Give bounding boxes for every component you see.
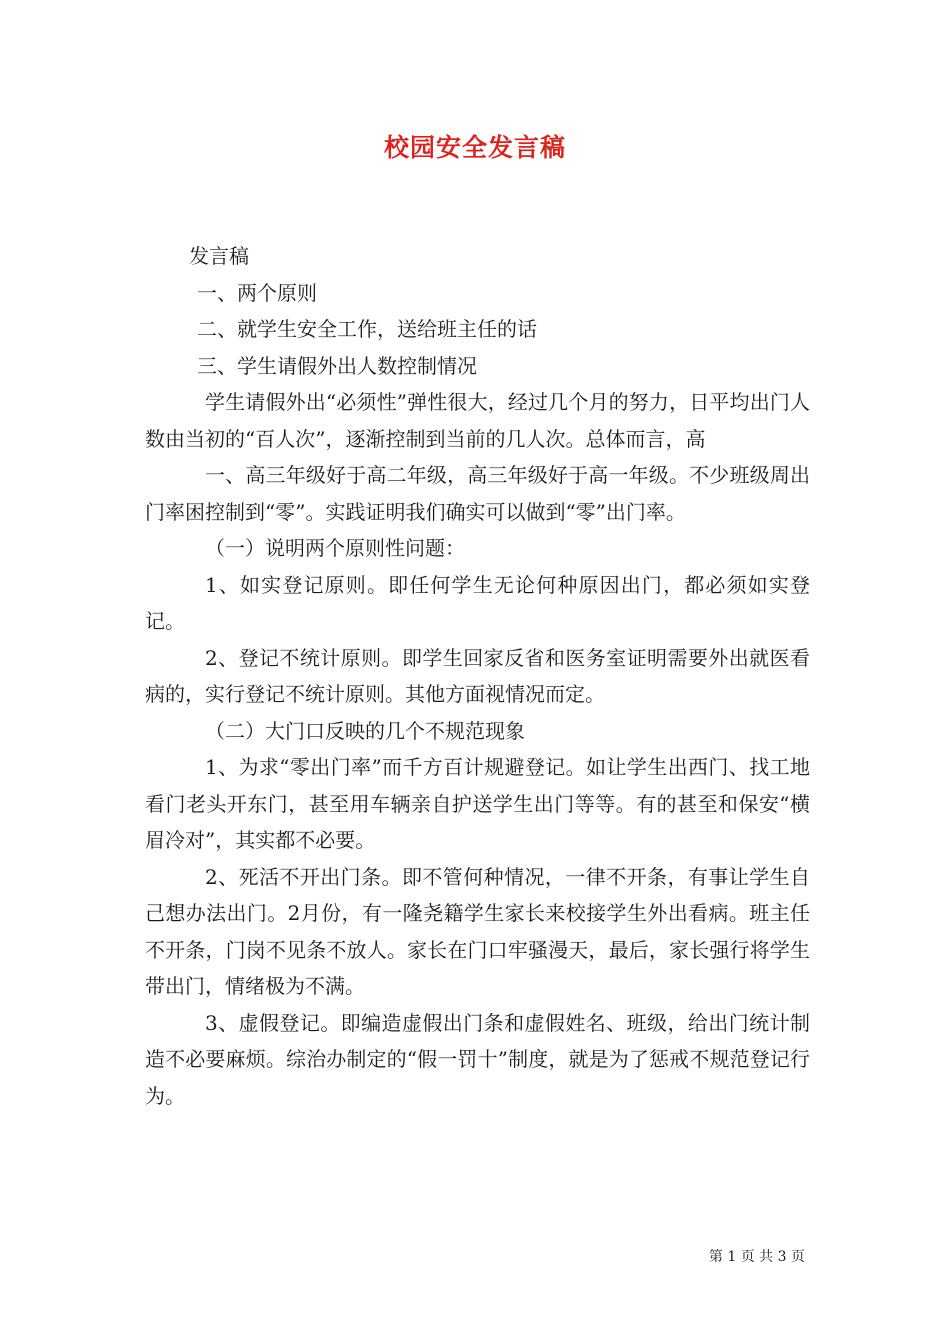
page-number-footer: 第 1 页 共 3 页 [708,1249,805,1265]
paragraph-speech-label: 发言稿 [189,244,249,268]
document-body [145,238,810,1114]
document-title: 校园安全发言稿 [383,133,566,162]
paragraph-heading-3: 三、学生请假外出人数控制情况 [197,353,477,378]
paragraph-principle-1: 1、如实登记原则。即任何学生无论何种原因出门，都必须如实登记。 [145,572,810,633]
paragraph-grade-comparison: 一、高三年级好于高二年级，高三年级好于高一年级。不少班级周出门率困控制到“零”。实践证明我们确实可以做到“零”出门率。 [145,463,810,524]
paragraph-principle-2: 2、登记不统计原则。即学生回家反省和医务室证明需要外出就医看病的，实行登记不统计原则。其他方面视情况而定。 [145,645,810,706]
paragraph-irregularity-1: 1、为求“零出门率”而千方百计规避登记。如让学生出西门、找工地看门老头开东门，甚至用车辆亲自护送学生出门等等。有的甚至和保安“横眉冷对”，其实都不必要。 [145,755,810,852]
paragraph-heading-1: 一、两个原则 [197,280,317,305]
paragraph-leave-overview: 学生请假外出“必须性”弹性很大，经过几个月的努力，日平均出门人数由当初的“百人次”，逐渐控制到当前的几人次。总体而言，高 [145,390,810,451]
paragraph-heading-2: 二、就学生安全工作，送给班主任的话 [197,317,537,341]
paragraph-irregularity-2: 2、死活不开出门条。即不管何种情况，一律不开条，有事让学生自己想办法出门。2月份，有一隆尧籍学生家长来校接学生外出看病。班主任不开条，门岗不见条不放人。家长在门口牢骚漫天，最后，家长强行将学生带出门，情绪极为不满。 [145,864,810,998]
paragraph-subheading-irregularities: （二）大门口反映的几个不规范现象 [205,718,525,743]
paragraph-irregularity-3: 3、虚假登记。即编造虚假出门条和虚假姓名、班级，给出门统计制造不必要麻烦。综治办制定的“假一罚十”制度，就是为了惩戒不规范登记行为。 [145,1010,810,1108]
paragraph-subheading-principles: （一）说明两个原则性问题： [205,536,465,560]
